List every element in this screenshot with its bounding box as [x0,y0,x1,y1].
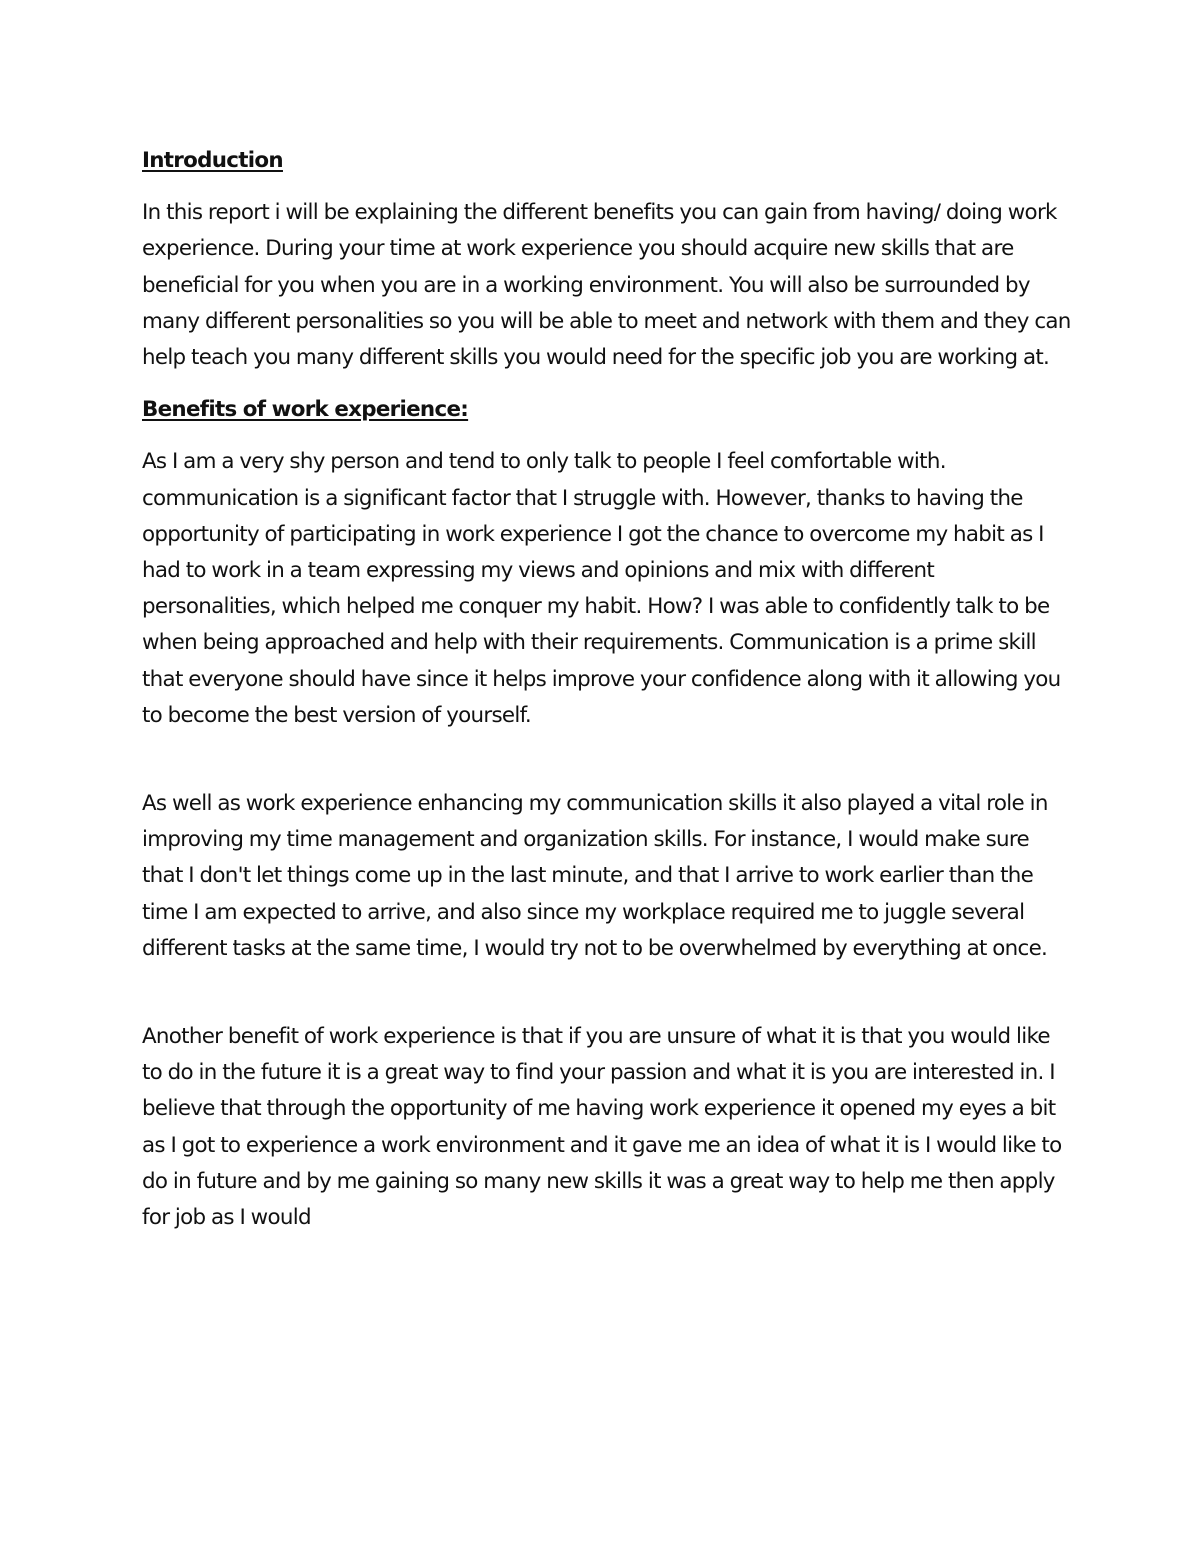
benefits-paragraph-career: Another benefit of work experience is that if you are unsure of what it is that you would like to do in the future it is a great way to find your passion and what it is you are interested in. I believe that through the opportunity of me having work experience it opened my eyes a bit as I got to experience a work environment and it gave me an idea of what it is I would like to do in future and by me gaining so many new skills it was a great way to help me then apply for job as I would [142,1024,1062,1231]
benefits-paragraph-time-management: As well as work experience enhancing my communication skills it also played a vital role in improving my time management and organization skills. For instance, I would make sure that I don't let things come up in the last minute, and that I arrive to work earlier than the time I am expected to arrive, and also since my workplace required me to juggle several different tasks at the same time, I would try not to be overwhelmed by everything at once. [142,791,1048,961]
intro-heading: Introduction [142,148,283,173]
document-body [142,143,1072,1252]
benefits-paragraph-communication: As I am a very shy person and tend to only talk to people I feel comfortable with. communication is a significant factor that I struggle with. However, thanks to having the opportunity of participating in work experience I got the chance to overcome my habit as I had to work in a team expressing my views and opinions and mix with different personalities, which helped me conquer my habit. How? I was able to confidently talk to be when being approached and help with their requirements. Communication is a prime skill that everyone should have since it helps improve your confidence along with it allowing you to become the best version of yourself. [142,449,1061,728]
benefits-heading: Benefits of work experience: [142,397,469,423]
intro-paragraph: In this report i will be explaining the different benefits you can gain from having/ doing work experience. During your time at work experience you should acquire new skills that are beneficial for you when you are in a working environment. You will also be surrounded by many different personalities so you will be able to meet and network with them and they can help teach you many different skills you would need for the specific job you are working at. [142,200,1071,371]
